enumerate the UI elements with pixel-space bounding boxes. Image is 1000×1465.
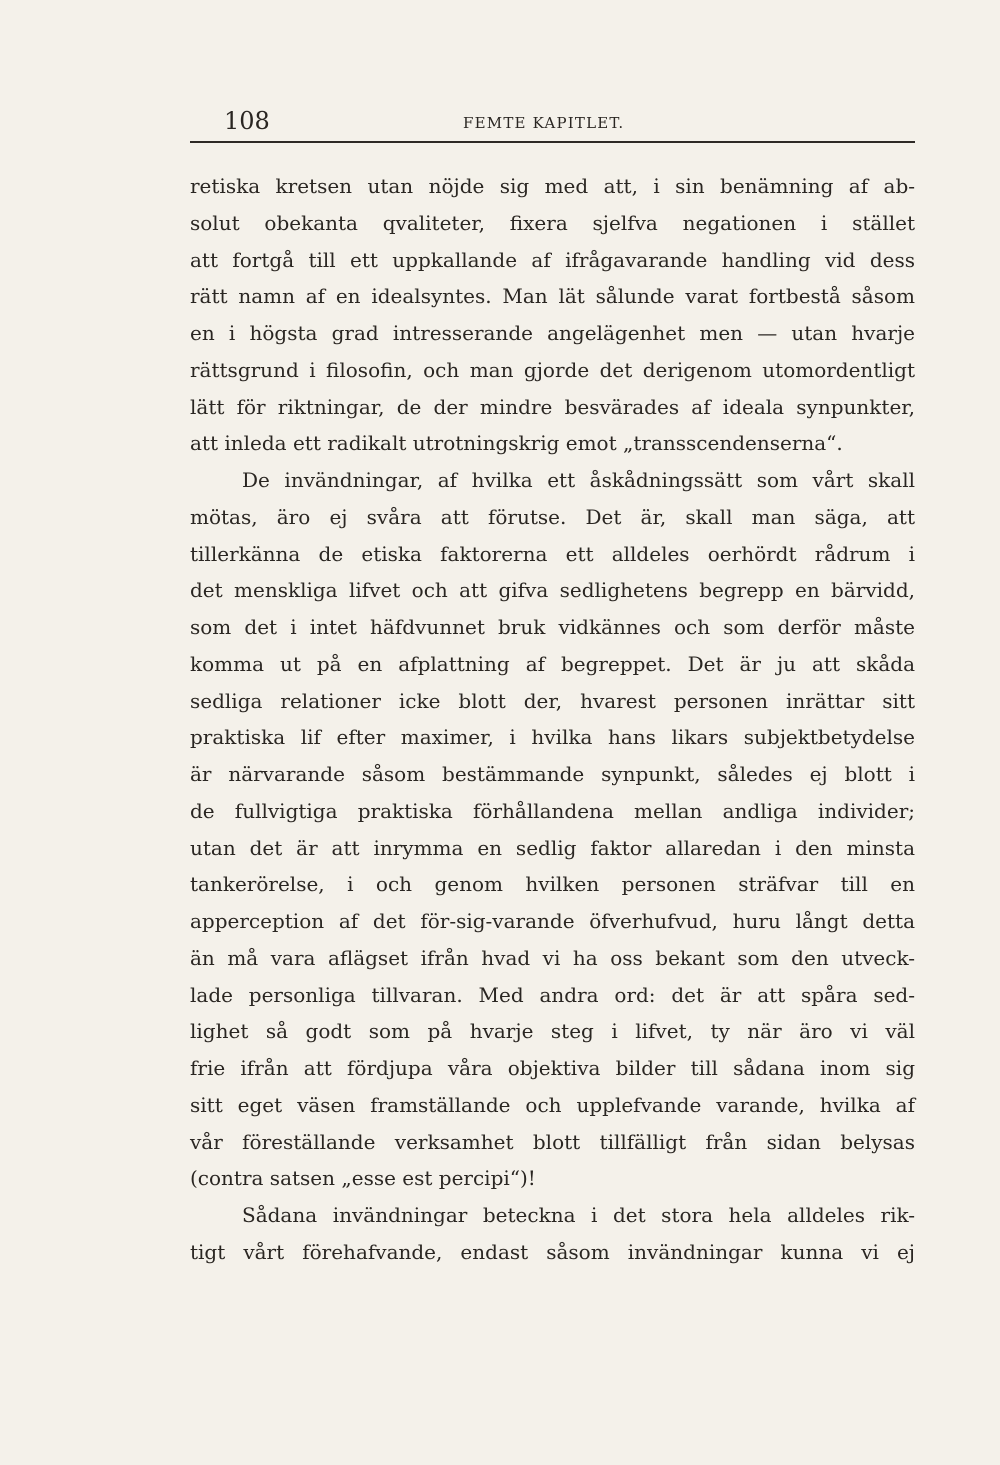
page-number: 108	[224, 107, 270, 135]
text-line-3: att fortgå till ett uppkallande af ifrågavarande handling vid dess	[190, 247, 915, 272]
text-line-14: komma ut på en afplattning af begreppet. Det är ju att skåda	[190, 651, 915, 676]
text-line-5: en i högsta grad intresserande angelägenhet men — utan hvarje	[190, 321, 915, 345]
text-line-4: rätt namn af en idealsyntes. Man lät sålunde varat fortbestå såsom	[190, 284, 915, 309]
text-line-12: det menskliga lifvet och att gifva sedlighetens begrepp en bärvidd,	[190, 578, 915, 603]
text-line-19: utan det är att inrymma en sedlig faktor allaredan i den minsta	[190, 835, 915, 860]
text-line-26: sitt eget väsen framställande och upplefvande varande, hvilka af	[190, 1092, 915, 1117]
text-line-11: tillerkänna de etiska faktorerna ett alldeles oerhördt rådrum i	[190, 541, 915, 566]
text-line-24: lighet så godt som på hvarje steg i lifvet, ty när äro vi väl	[190, 1019, 915, 1044]
page-header	[190, 107, 915, 143]
text-line-7: lätt för riktningar, de der mindre besvärades af ideala synpunkter,	[190, 394, 915, 419]
text-line-30: tigt vårt förehafvande, endast såsom invändningar kunna vi ej	[190, 1239, 915, 1264]
text-line-16: praktiska lif efter maximer, i hvilka hans likars subjektbetydelse	[190, 725, 915, 750]
text-line-27: vår föreställande verksamhet blott tillfälligt från sidan belysas	[190, 1129, 915, 1154]
text-line-13: som det i intet häfdvunnet bruk vidkännes och som derför måste	[190, 615, 915, 639]
text-line-29: Sådana invändningar beteckna i det stora hela alldeles rik-	[242, 1203, 915, 1227]
running-head: FEMTE KAPITLET.	[463, 114, 625, 132]
text-line-6: rättsgrund i filosofin, och man gjorde det derigenom utomordentligt	[190, 357, 915, 382]
text-line-28: (contra satsen „esse est percipi“)!	[190, 1166, 536, 1191]
text-line-25: frie ifrån att fördjupa våra objektiva bilder till sådana inom sig	[190, 1056, 915, 1080]
header-rule	[190, 141, 915, 143]
text-line-15: sedliga relationer icke blott der, hvarest personen inrättar sitt	[190, 688, 915, 713]
text-line-21: apperception af det för-sig-varande öfverhufvud, huru långt detta	[190, 909, 915, 933]
text-line-9: De invändningar, af hvilka ett åskådningssätt som vårt skall	[242, 468, 915, 492]
text-line-23: lade personliga tillvaran. Med andra ord: det är att spåra sed-	[190, 982, 915, 1007]
text-line-1: retiska kretsen utan nöjde sig med att, i sin benämning af ab-	[190, 174, 915, 198]
text-line-17: är närvarande såsom bestämmande synpunkt, således ej blott i	[190, 762, 915, 786]
text-line-2: solut obekanta qvaliteter, fixera sjelfva negationen i stället	[190, 210, 915, 235]
text-line-8: att inleda ett radikalt utrotningskrig emot „transscendenserna“.	[190, 431, 843, 456]
text-line-10: mötas, äro ej svåra att förutse. Det är, skall man säga, att	[190, 504, 915, 529]
text-line-20: tankerörelse, i och genom hvilken personen sträfvar till en	[190, 872, 915, 897]
text-line-18: de fullvigtiga praktiska förhållandena mellan andliga individer;	[190, 798, 915, 823]
body-text	[190, 168, 915, 1271]
text-line-22: än må vara aflägset ifrån hvad vi ha oss bekant som den utveck-	[190, 945, 915, 970]
